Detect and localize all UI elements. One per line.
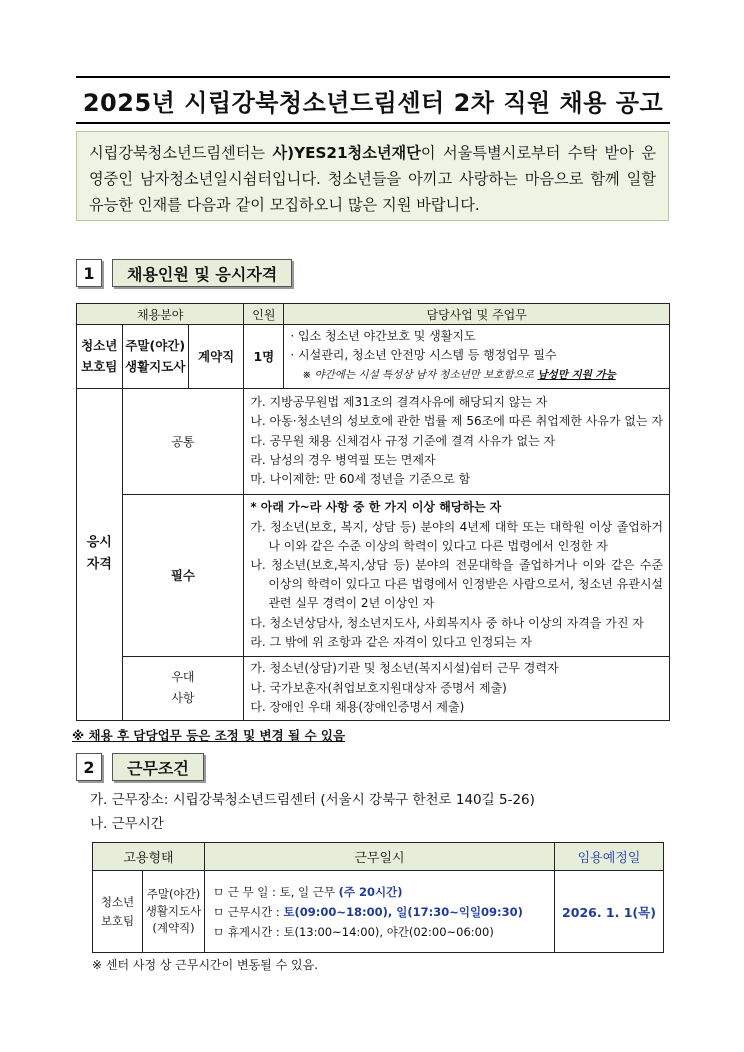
duty-item: · 시설관리, 청소년 안전망 시스템 등 행정업무 필수 (290, 348, 557, 363)
common-item: 나. 아동·청소년의 성보호에 관한 법률 제 56조에 따른 취업제한 사유가 없는 자 (250, 414, 663, 429)
header-start-date: 임용예정일 (555, 843, 664, 871)
work-time-line: ㅁ 근무시간 : 토(09:00~18:00), 일(17:30~익일09:30) (213, 904, 523, 919)
preferred-item: 나. 국가보훈자(취업보호지원대상자 증명서 제출) (250, 680, 507, 695)
required-item: 나. 청소년(보호,복지,상담 등) 분야의 전문대학을 졸업하거나 이와 같은 수준 이상의 학력이 있다고 다른 법령에서 인정받은 사람으로서, 청소년 유관시설 관련 실무 경력이 2년 이상인 자 (250, 557, 663, 611)
preferred-label: 우대 사항 (122, 656, 244, 720)
section-1-heading (76, 258, 292, 288)
header-work-days: 근무일시 (205, 843, 555, 871)
common-item: 가. 지방공무원법 제31조의 결격사유에 해당되지 않는 자 (250, 395, 548, 410)
required-item: 가. 청소년(보호, 복지, 상담 등) 분야의 4년제 대학 또는 대학원 이상 졸업하거나 이와 같은 수준 이상의 학력이 있다고 다른 법령에서 인정한 자 (250, 519, 663, 553)
section-label: 채용인원 및 응시자격 (112, 259, 292, 287)
qualification-label: 응시 자격 (77, 388, 123, 720)
team-cell: 청소년 보호팀 (77, 325, 123, 389)
header-count: 인원 (244, 304, 284, 325)
header-duty: 담당사업 및 주업무 (284, 304, 670, 325)
required-header: * 아래 가~라 사항 중 한 가지 이상 해당하는 자 (250, 500, 502, 515)
section-number: 1 (76, 259, 102, 287)
position-cell: 주말(야간) 생활지도사 (계약직) (143, 871, 205, 953)
work-days-line: ㅁ 근 무 일 : 토, 일 근무 (주 20시간) (213, 884, 403, 899)
required-items (244, 494, 670, 656)
preferred-item: 다. 장애인 우대 채용(장애인증명서 제출) (250, 699, 465, 714)
work-hours-label: 나. 근무시간 (90, 816, 164, 832)
position-cell: 주말(야간) 생활지도사 (122, 325, 188, 389)
intro-box (76, 131, 669, 221)
start-date-cell: 2026. 1. 1(목) (555, 871, 664, 953)
team-cell: 청소년 보호팀 (93, 871, 143, 953)
section-number: 2 (76, 753, 102, 781)
note-adjustment: ※ 채용 후 담당업무 등은 조정 및 변경 될 수 있음 (72, 728, 346, 743)
work-place: 가. 근무장소: 시립강북청소년드림센터 (서울시 강북구 한천로 140길 5-26) (90, 792, 535, 808)
note-schedule-change: ※ 센터 사정 상 근무시간이 변동될 수 있음. (92, 958, 319, 972)
duties-cell (284, 325, 670, 389)
duty-item: · 입소 청소년 야간보호 및 생활지도 (290, 329, 476, 343)
preferred-items (244, 656, 670, 720)
section-2-heading (76, 752, 204, 782)
section-label: 근무조건 (112, 753, 204, 781)
common-item: 마. 나이제한: 만 60세 정년을 기준으로 함 (250, 471, 471, 486)
header-employment-type: 고용형태 (93, 843, 205, 871)
header-field: 채용분야 (77, 304, 244, 325)
duty-note: ※ 야간에는 시설 특성상 남자 청소년만 보호함으로 남성만 지원 가능 (302, 369, 616, 382)
required-label: 필수 (122, 494, 244, 656)
rest-time-line: ㅁ 휴게시간 : 토(13:00~14:00), 야간(02:00~06:00) (213, 924, 494, 939)
required-item: 라. 그 밖에 위 조항과 같은 자격이 있다고 인정되는 자 (250, 634, 532, 649)
common-item: 라. 남성의 경우 병역필 또는 면제자 (250, 452, 436, 467)
recruitment-table (76, 303, 670, 721)
contract-type-cell: 계약직 (188, 325, 243, 389)
common-label: 공통 (122, 388, 244, 494)
headcount-cell: 1명 (244, 325, 284, 389)
preferred-item: 가. 청소년(상담)기관 및 청소년(복지시설)쉼터 근무 경력자 (250, 661, 559, 676)
intro-text: 시립강북청소년드림센터는 사)YES21청소년재단이 서울특별시로부터 수탁 받아 운영중인 남자청소년일시쉼터입니다. 청소년들을 아끼고 사랑하는 마음으로 함께 일할 유능한 인재를 다음과 같이 모집하오니 많은 지원 바랍니다. (89, 144, 656, 214)
common-item: 다. 공무원 채용 신체검사 규정 기준에 결격 사유가 없는 자 (250, 433, 556, 448)
page-title: 2025년 시립강북청소년드림센터 2차 직원 채용 공고 (76, 76, 670, 124)
common-items (244, 388, 670, 494)
required-item: 다. 청소년상담사, 청소년지도사, 사회복지사 중 하나 이상의 자격을 가진 자 (250, 615, 644, 630)
org-name: 사)YES21청소년재단 (272, 144, 421, 162)
work-hours-table (92, 842, 664, 953)
schedule-cell (205, 871, 555, 953)
